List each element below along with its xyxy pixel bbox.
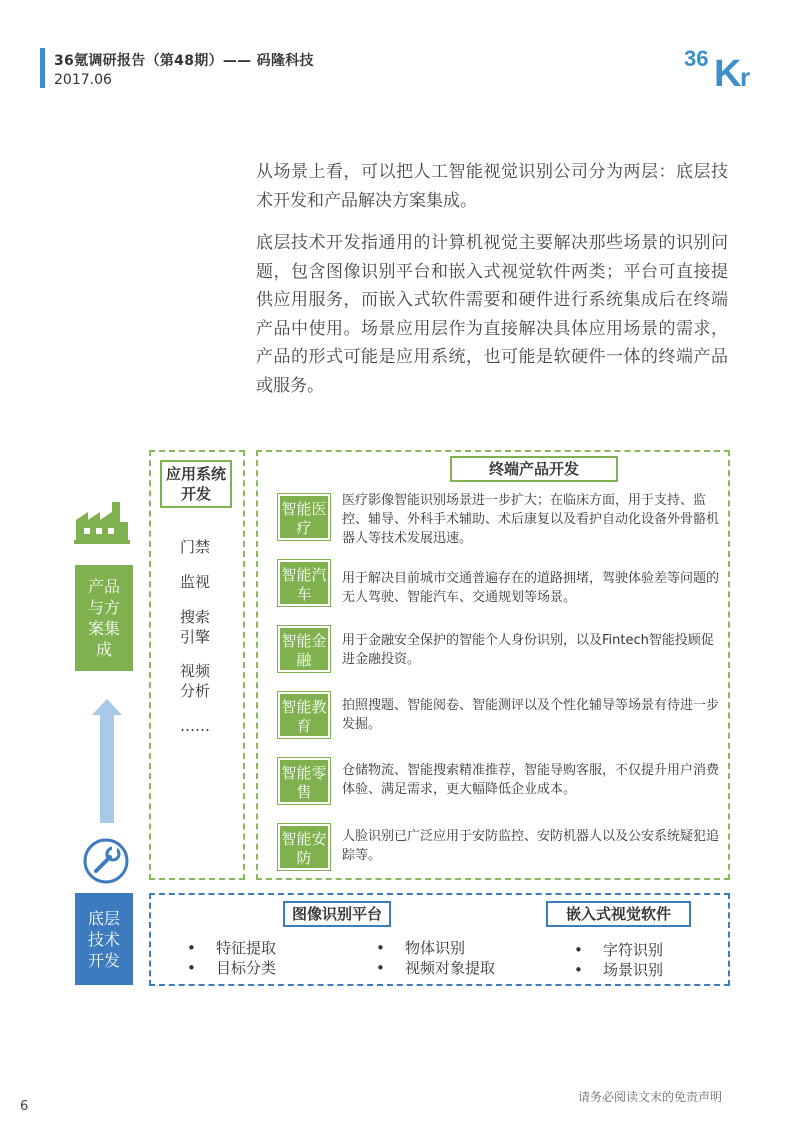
image-item-video-object-extraction: • 视频对象提取	[405, 958, 495, 978]
header-accent-bar	[40, 48, 45, 88]
desc-smart-medical: 医疗影像智能识别场景进一步扩大；在临床方面，用于支持、监控、辅导、外科手术辅助、术后康复以及看护自动化设备外骨骼机器人等技术发展迅速。	[342, 493, 720, 546]
app-item-surveillance: 监视	[180, 573, 211, 591]
disclaimer-note: 请务必阅读文末的免责声明	[578, 1090, 723, 1104]
embedded-item-character-recognition: • 字符识别	[603, 940, 663, 960]
report-title: 36氪调研报告（第48期）—— 码隆科技	[54, 53, 314, 69]
intro-paragraph: 从场景上看，可以把人工智能视觉识别公司分为两层：底层技术开发和产品解决方案集成。	[256, 162, 728, 211]
detail-paragraph: 底层技术开发指通用的计算机视觉主要解决那些场景的识别问题，包含图像识别平台和嵌入式视觉软件两类；平台可直接提供应用服务，而嵌入式软件需要和硬件进行系统集成后在终端产品中使用。场景应用层作为直接解决具体应用场景的需求，产品的形式可能是应用系统，也可能是软硬件一体的终端产品或服务。	[256, 233, 728, 396]
desc-smart-retail: 仓储物流、智能搜索精准推荐，智能导购客服，不仅提升用户消费体验、满足需求，更大幅降低企业成本。	[342, 763, 720, 797]
desc-smart-security: 人脸识别已广泛应用于安防监控、安防机器人以及公安系统疑犯追踪等。	[342, 829, 720, 863]
image-item-object-recognition: • 物体识别	[405, 938, 465, 958]
up-arrow-icon	[92, 699, 122, 823]
base-tech-label: 底层技术开发	[75, 893, 133, 985]
tag-smart-car: 智能汽车	[278, 560, 330, 606]
app-item-more: ……	[180, 717, 210, 735]
desc-smart-education: 拍照搜题、智能阅卷、智能测评以及个性化辅导等场景有待进一步发掘。	[342, 698, 720, 732]
report-date: 2017.06	[54, 72, 112, 88]
app-item-search-engine: 搜索引擎	[180, 608, 211, 646]
tag-smart-medical: 智能医疗	[278, 494, 330, 540]
app-dev-title: 应用系统开发	[160, 460, 232, 508]
page-number: 6	[20, 1099, 29, 1114]
terminal-dev-title: 终端产品开发	[450, 456, 618, 482]
embedded-item-scene-recognition: • 场景识别	[603, 960, 663, 980]
app-item-access-control: 门禁	[180, 538, 211, 556]
image-item-object-classification: • 目标分类	[216, 958, 276, 978]
tag-smart-retail: 智能零售	[278, 758, 330, 804]
product-solution-label: 产品与方案集成	[75, 565, 133, 671]
image-item-feature-extraction: • 特征提取	[216, 938, 276, 958]
svg-text:36: 36	[684, 46, 709, 71]
app-item-video-analysis: 视频分析	[180, 662, 211, 700]
factory-icon	[74, 500, 130, 544]
desc-smart-finance: 用于金融安全保护的智能个人身份识别，以及Fintech智能投顾促进金融投资。	[342, 633, 714, 667]
svg-text:r: r	[740, 62, 751, 88]
wrench-icon	[81, 838, 131, 884]
tag-smart-finance: 智能金融	[278, 626, 330, 672]
image-platform-title: 图像识别平台	[283, 901, 391, 927]
embedded-software-title: 嵌入式视觉软件	[546, 901, 691, 927]
tag-smart-security: 智能安防	[278, 824, 330, 870]
36kr-logo	[684, 44, 760, 88]
svg-text:K: K	[714, 53, 742, 88]
tag-smart-education: 智能教育	[278, 692, 330, 738]
desc-smart-car: 用于解决目前城市交通普遍存在的道路拥堵，驾驶体验差等问题的无人驾驶、智能汽车、交通规划等场景。	[342, 571, 720, 605]
